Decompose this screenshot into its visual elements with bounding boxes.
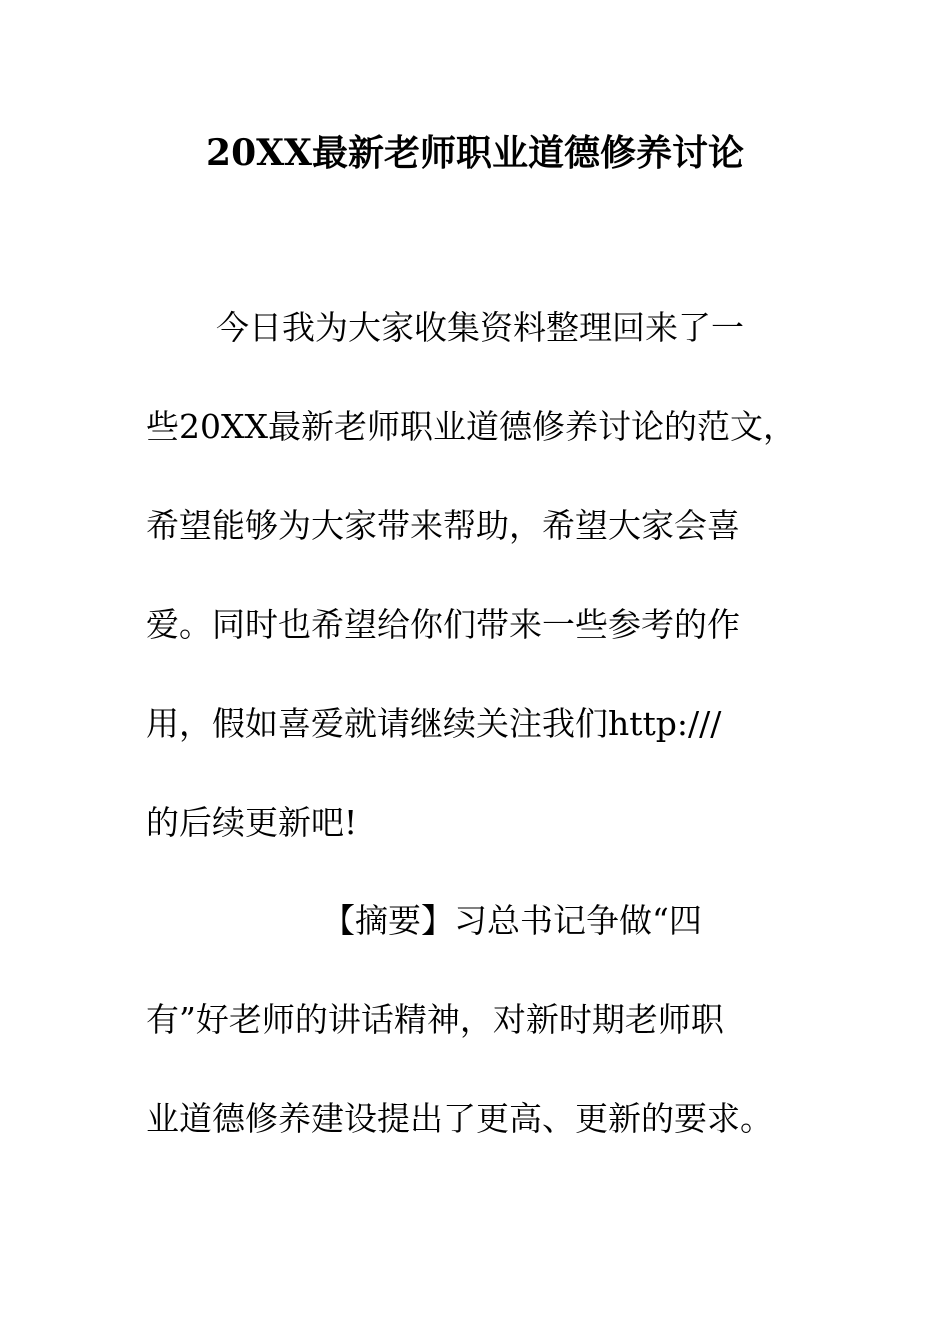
paragraph-line-5: 用，假如喜爱就请继续关注我们http:/// xyxy=(146,704,722,743)
paragraph-line-1: 今日我为大家收集资料整理回来了一 xyxy=(216,308,744,347)
abstract-line-2: 有”好老师的讲话精神，对新时期老师职 xyxy=(146,1000,724,1039)
document-title: 20XX最新老师职业道德修养讨论 xyxy=(206,132,744,174)
paragraph-line-3: 希望能够为大家带来帮助，希望大家会喜 xyxy=(146,506,740,545)
abstract-line-3: 业道德修养建设提出了更高、更新的要求。 xyxy=(146,1099,773,1138)
paragraph-line-6: 的后续更新吧! xyxy=(146,803,358,842)
paragraph-line-4: 爱。同时也希望给你们带来一些参考的作 xyxy=(146,605,740,644)
abstract-line-1: 【摘要】习总书记争做“四 xyxy=(322,901,702,940)
paragraph-line-2: 些20XX最新老师职业道德修养讨论的范文， xyxy=(146,407,796,446)
